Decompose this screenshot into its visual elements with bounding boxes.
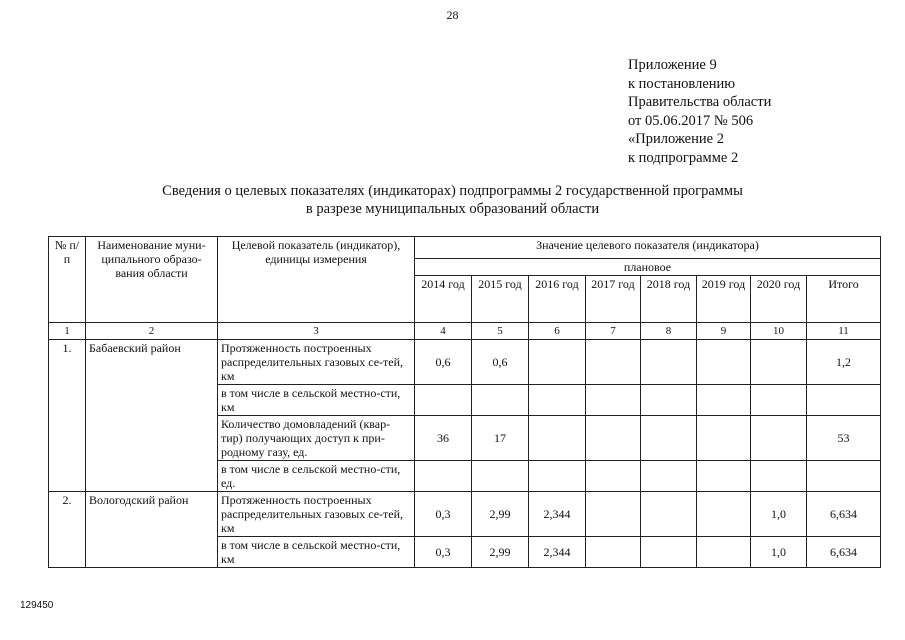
year-value: 1,0 bbox=[751, 537, 807, 568]
year-value bbox=[751, 340, 807, 385]
appendix-line: к подпрограмме 2 bbox=[628, 149, 739, 166]
year-value bbox=[751, 385, 807, 416]
table-body bbox=[49, 340, 881, 568]
header-municipality: Наименование муни-ципального образо-вания области bbox=[86, 237, 218, 323]
year-value bbox=[641, 461, 697, 492]
indicator-name: в том числе в сельской местно-сти, км bbox=[218, 385, 415, 416]
municipality-name: Бабаевский район bbox=[86, 340, 218, 492]
year-value bbox=[751, 416, 807, 461]
appendix-line: Приложение 9 bbox=[628, 57, 717, 73]
title-line: Сведения о целевых показателях (индикаторах) подпрограммы 2 государственной программы bbox=[162, 183, 743, 199]
appendix-line: от 05.06.2017 № 506 bbox=[628, 112, 754, 129]
table-row bbox=[49, 492, 881, 537]
year-value bbox=[641, 340, 697, 385]
year-value bbox=[641, 492, 697, 537]
column-number: 4 bbox=[415, 323, 472, 340]
year-value bbox=[586, 492, 641, 537]
appendix-line: «Приложение 2 bbox=[628, 131, 724, 147]
column-number: 3 bbox=[218, 323, 415, 340]
year-value: 36 bbox=[415, 416, 472, 461]
year-value: 0,6 bbox=[472, 340, 529, 385]
header-year: 2019 год bbox=[697, 276, 751, 323]
column-number: 8 bbox=[641, 323, 697, 340]
title-line: в разрезе муниципальных образований области bbox=[305, 201, 600, 217]
header-year: 2016 год bbox=[529, 276, 586, 323]
indicator-name: Количество домовладений (квар-тир) получающих доступ к при-родному газу, ед. bbox=[218, 416, 415, 461]
year-value bbox=[697, 385, 751, 416]
year-value bbox=[586, 537, 641, 568]
indicators-table bbox=[48, 236, 881, 568]
year-value bbox=[529, 385, 586, 416]
column-number: 11 bbox=[807, 323, 881, 340]
column-number-row bbox=[49, 323, 881, 340]
column-number: 6 bbox=[529, 323, 586, 340]
year-value bbox=[697, 416, 751, 461]
header-num: № п/п bbox=[49, 237, 86, 323]
page-number: 28 bbox=[446, 8, 459, 22]
year-value: 2,344 bbox=[529, 537, 586, 568]
header-total: Итого bbox=[807, 276, 881, 323]
column-number: 9 bbox=[697, 323, 751, 340]
column-number: 1 bbox=[49, 323, 86, 340]
indicator-name: Протяженность построенных распределительных газовых се-тей, км bbox=[218, 340, 415, 385]
total-value: 53 bbox=[807, 416, 881, 461]
year-value bbox=[529, 416, 586, 461]
document-title bbox=[0, 182, 905, 218]
year-value bbox=[586, 416, 641, 461]
header-year: 2014 год bbox=[415, 276, 472, 323]
column-number: 2 bbox=[86, 323, 218, 340]
year-value bbox=[472, 461, 529, 492]
header-value-group: Значение целевого показателя (индикатора) bbox=[415, 237, 881, 259]
table-row bbox=[49, 340, 881, 385]
year-value bbox=[586, 340, 641, 385]
year-value: 17 bbox=[472, 416, 529, 461]
indicator-name: Протяженность построенных распределительных газовых се-тей, км bbox=[218, 492, 415, 537]
year-value: 2,99 bbox=[472, 492, 529, 537]
year-value bbox=[697, 340, 751, 385]
year-value: 2,344 bbox=[529, 492, 586, 537]
year-value bbox=[697, 537, 751, 568]
header-year: 2017 год bbox=[586, 276, 641, 323]
document-code: 129450 bbox=[20, 600, 54, 611]
year-value bbox=[751, 461, 807, 492]
total-value bbox=[807, 461, 881, 492]
total-value bbox=[807, 385, 881, 416]
column-number: 7 bbox=[586, 323, 641, 340]
year-value bbox=[586, 385, 641, 416]
header-year: 2015 год bbox=[472, 276, 529, 323]
year-value bbox=[586, 461, 641, 492]
year-value bbox=[529, 340, 586, 385]
indicator-name: в том числе в сельской местно-сти, км bbox=[218, 537, 415, 568]
year-value: 2,99 bbox=[472, 537, 529, 568]
column-number: 5 bbox=[472, 323, 529, 340]
row-number: 1. bbox=[49, 340, 86, 492]
year-value bbox=[641, 537, 697, 568]
total-value: 1,2 bbox=[807, 340, 881, 385]
year-value bbox=[472, 385, 529, 416]
appendix-block bbox=[628, 56, 771, 167]
year-value bbox=[415, 461, 472, 492]
appendix-line: к постановлению bbox=[628, 75, 736, 92]
year-value bbox=[529, 461, 586, 492]
municipality-name: Вологодский район bbox=[86, 492, 218, 568]
year-value: 0,3 bbox=[415, 492, 472, 537]
indicator-name: в том числе в сельской местно-сти, ед. bbox=[218, 461, 415, 492]
year-value bbox=[415, 385, 472, 416]
row-number: 2. bbox=[49, 492, 86, 568]
column-number: 10 bbox=[751, 323, 807, 340]
year-value bbox=[697, 492, 751, 537]
header-year: 2018 год bbox=[641, 276, 697, 323]
year-value bbox=[641, 416, 697, 461]
year-value bbox=[697, 461, 751, 492]
header-planned: плановое bbox=[415, 259, 881, 276]
header-indicator: Целевой показатель (индикатор), единицы измерения bbox=[218, 237, 415, 323]
total-value: 6,634 bbox=[807, 492, 881, 537]
year-value: 0,6 bbox=[415, 340, 472, 385]
year-value: 1,0 bbox=[751, 492, 807, 537]
header-year: 2020 год bbox=[751, 276, 807, 323]
year-value: 0,3 bbox=[415, 537, 472, 568]
appendix-line: Правительства области bbox=[628, 94, 772, 110]
year-value bbox=[641, 385, 697, 416]
total-value: 6,634 bbox=[807, 537, 881, 568]
